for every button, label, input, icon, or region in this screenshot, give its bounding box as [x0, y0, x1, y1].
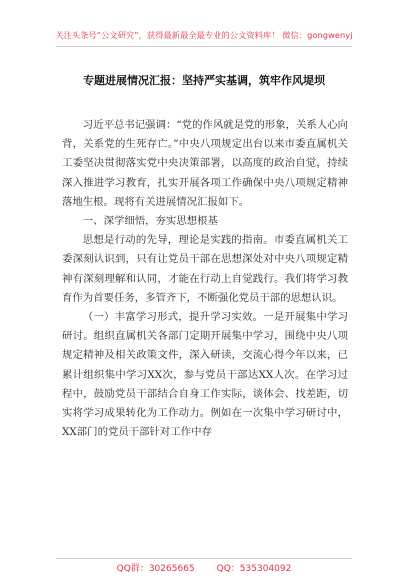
footer-divider — [56, 558, 352, 559]
section-1-paragraph: 思想是行动的先导，理论是实践的指南。市委直属机关工委深刻认识到，只有让党员干部在思想深处对中央八项规定精神有深刻理解和认同，才能在行动上自觉践行。我们将学习教育作为首要任务，多管齐下，不断强化党员干部的思想认识。 — [62, 234, 348, 304]
footer-qq: QQ：535304092 — [216, 564, 292, 574]
header-divider — [56, 46, 352, 47]
footer-contact — [0, 561, 408, 574]
subsection-1-heading: （一）丰富学习形式，提升学习实效。 — [82, 311, 264, 324]
document-body — [62, 116, 348, 442]
subsection-1-paragraph — [62, 308, 348, 442]
promo-banner: 关注头条号“公文研究”，获得最新最全最专业的公文资料库！ 微信：gongwenyj — [55, 30, 353, 40]
intro-paragraph: 习近平总书记强调：“党的作风就是党的形象，关系人心向背，关系党的生死存亡。”中央八项规定出台以来市委直属机关工委坚决贯彻落实党中央决策部署，以高度的政治自觉，持续深入推进学习教育，扎实开展各项工作确保中央八项规定精神落地生根。现将有关进展情况汇报如下。 — [62, 119, 348, 208]
document-title: 专题进展情况汇报：坚持严实基调，筑牢作风堤坝 — [83, 74, 325, 87]
subsection-1-text: 一是开展集中学习研讨。组织直属机关各部门定期开展集中学习，围绕中央八项规定精神及相关政策文件，深入研读，交流心得今年以来，已累计组织集中学习XX次，参与党员干部达XX人次。在学习过程中，鼓励党员干部结合自身工作实际，谈体会、找差距，切实将学习成果转化为工作动力。例如在一次集中学习研讨中，XX部门的党员干部针对工作中存 — [62, 311, 349, 439]
section-1-heading: 一、深学细悟，夯实思想根基 — [82, 215, 218, 228]
footer-qq-group: QQ群：30265665 — [116, 564, 195, 574]
